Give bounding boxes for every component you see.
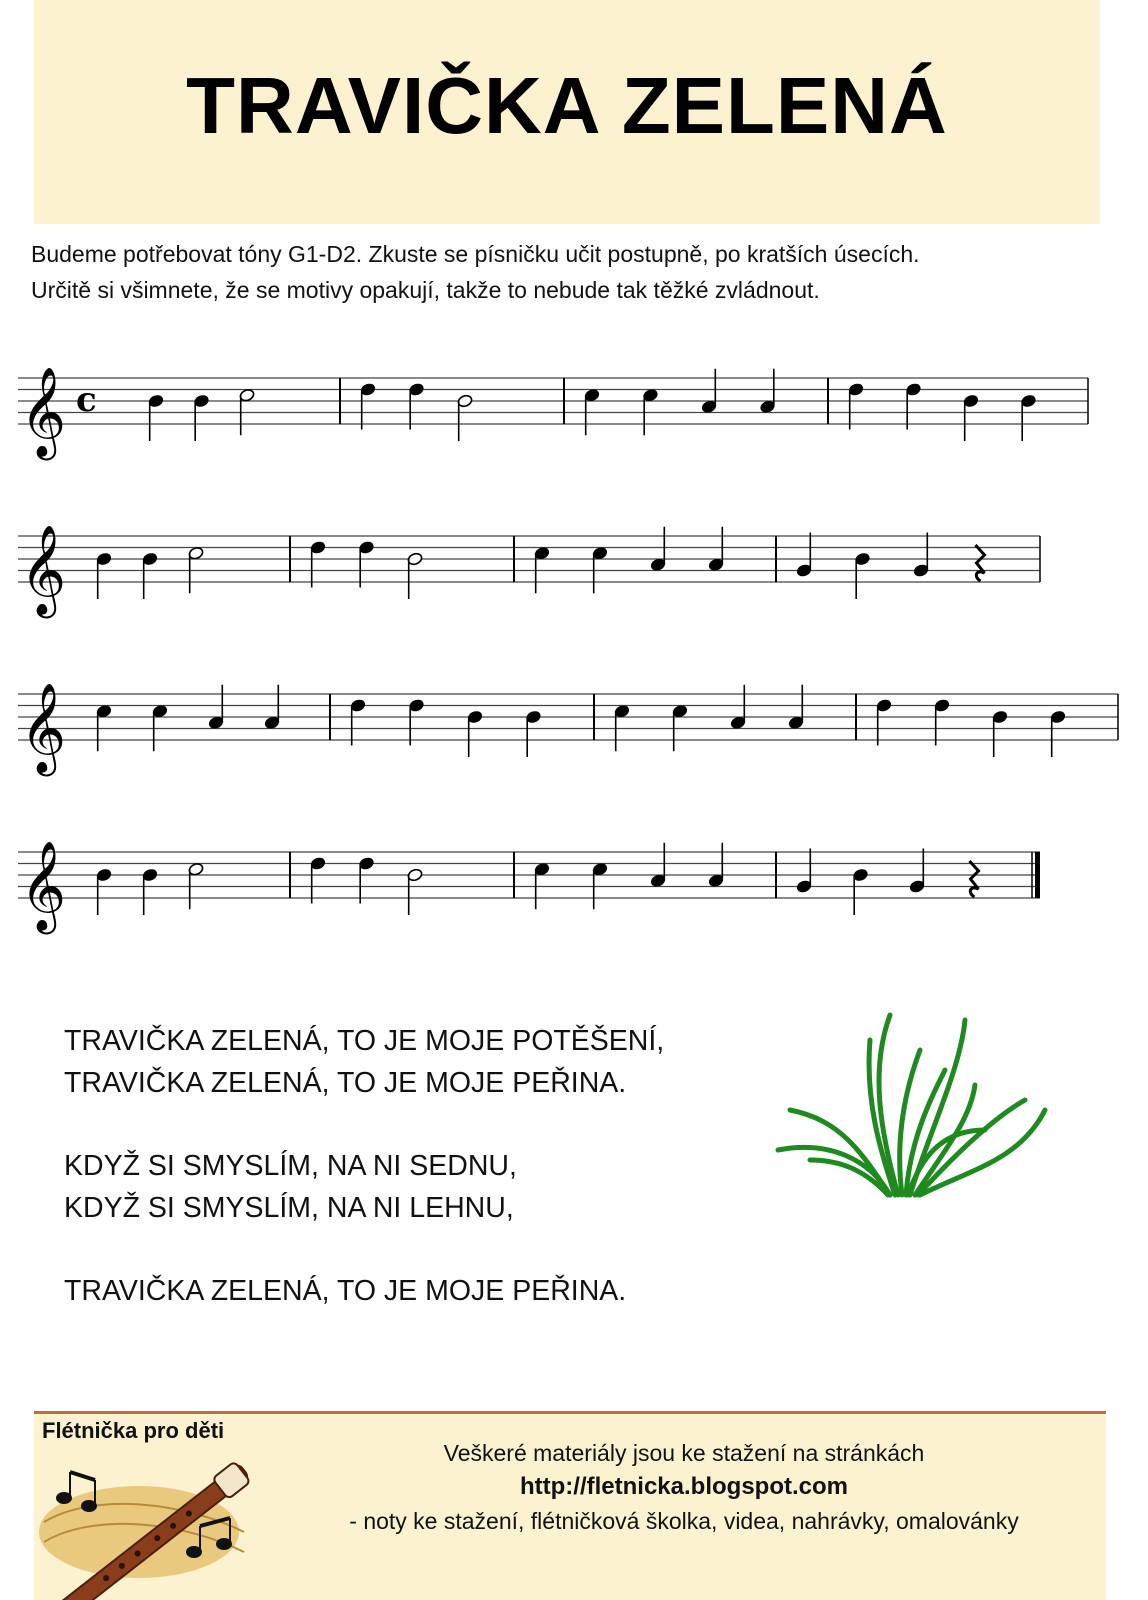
grass-icon (770, 1010, 1060, 1210)
page-title: TRAVIČKA ZELENÁ (186, 61, 948, 150)
brand-name: Flétnička pro děti (42, 1418, 225, 1443)
time-signature: c (76, 380, 97, 420)
footer-line: Veškeré materiály jsou ke stažení na stránkách (443, 1440, 925, 1466)
lyric-line: KDYŽ SI SMYSLÍM, NA NI SEDNU, (64, 1150, 517, 1182)
treble-clef-icon: 𝄞 (20, 683, 67, 773)
lyrics (64, 1020, 764, 1312)
website-link[interactable]: http://fletnicka.blogspot.com (520, 1473, 848, 1500)
footer-text (300, 1436, 1068, 1538)
quarter-rest (976, 545, 985, 581)
final-bar-thick (1035, 852, 1040, 898)
quarter-rest (970, 861, 979, 897)
lyric-line: TRAVIČKA ZELENÁ, TO JE MOJE POTĚŠENÍ, (64, 1025, 665, 1057)
stanza-gap (64, 1229, 764, 1270)
intro-line: Budeme potřebovat tóny G1-D2. Zkuste se písničku učit postupně, po kratších úsecích. (31, 241, 920, 267)
lyric-line: KDYŽ SI SMYSLÍM, NA NI LEHNU, (64, 1192, 514, 1224)
lyric-line: TRAVIČKA ZELENÁ, TO JE MOJE PEŘINA. (64, 1067, 627, 1099)
treble-clef-icon: 𝄞 (20, 367, 67, 457)
stanza-gap (64, 1104, 764, 1145)
treble-clef-icon: 𝄞 (20, 841, 67, 931)
treble-clef-icon: 𝄞 (20, 525, 67, 615)
footer-line: - noty ke stažení, flétničková školka, videa, nahrávky, omalovánky (349, 1508, 1019, 1534)
intro-line: Určitě si všimnete, že se motivy opakují, takže to nebude tak těžké zvládnout. (31, 277, 820, 303)
lyric-line: TRAVIČKA ZELENÁ, TO JE MOJE PEŘINA. (64, 1275, 627, 1307)
recorder-logo-icon (34, 1462, 258, 1600)
